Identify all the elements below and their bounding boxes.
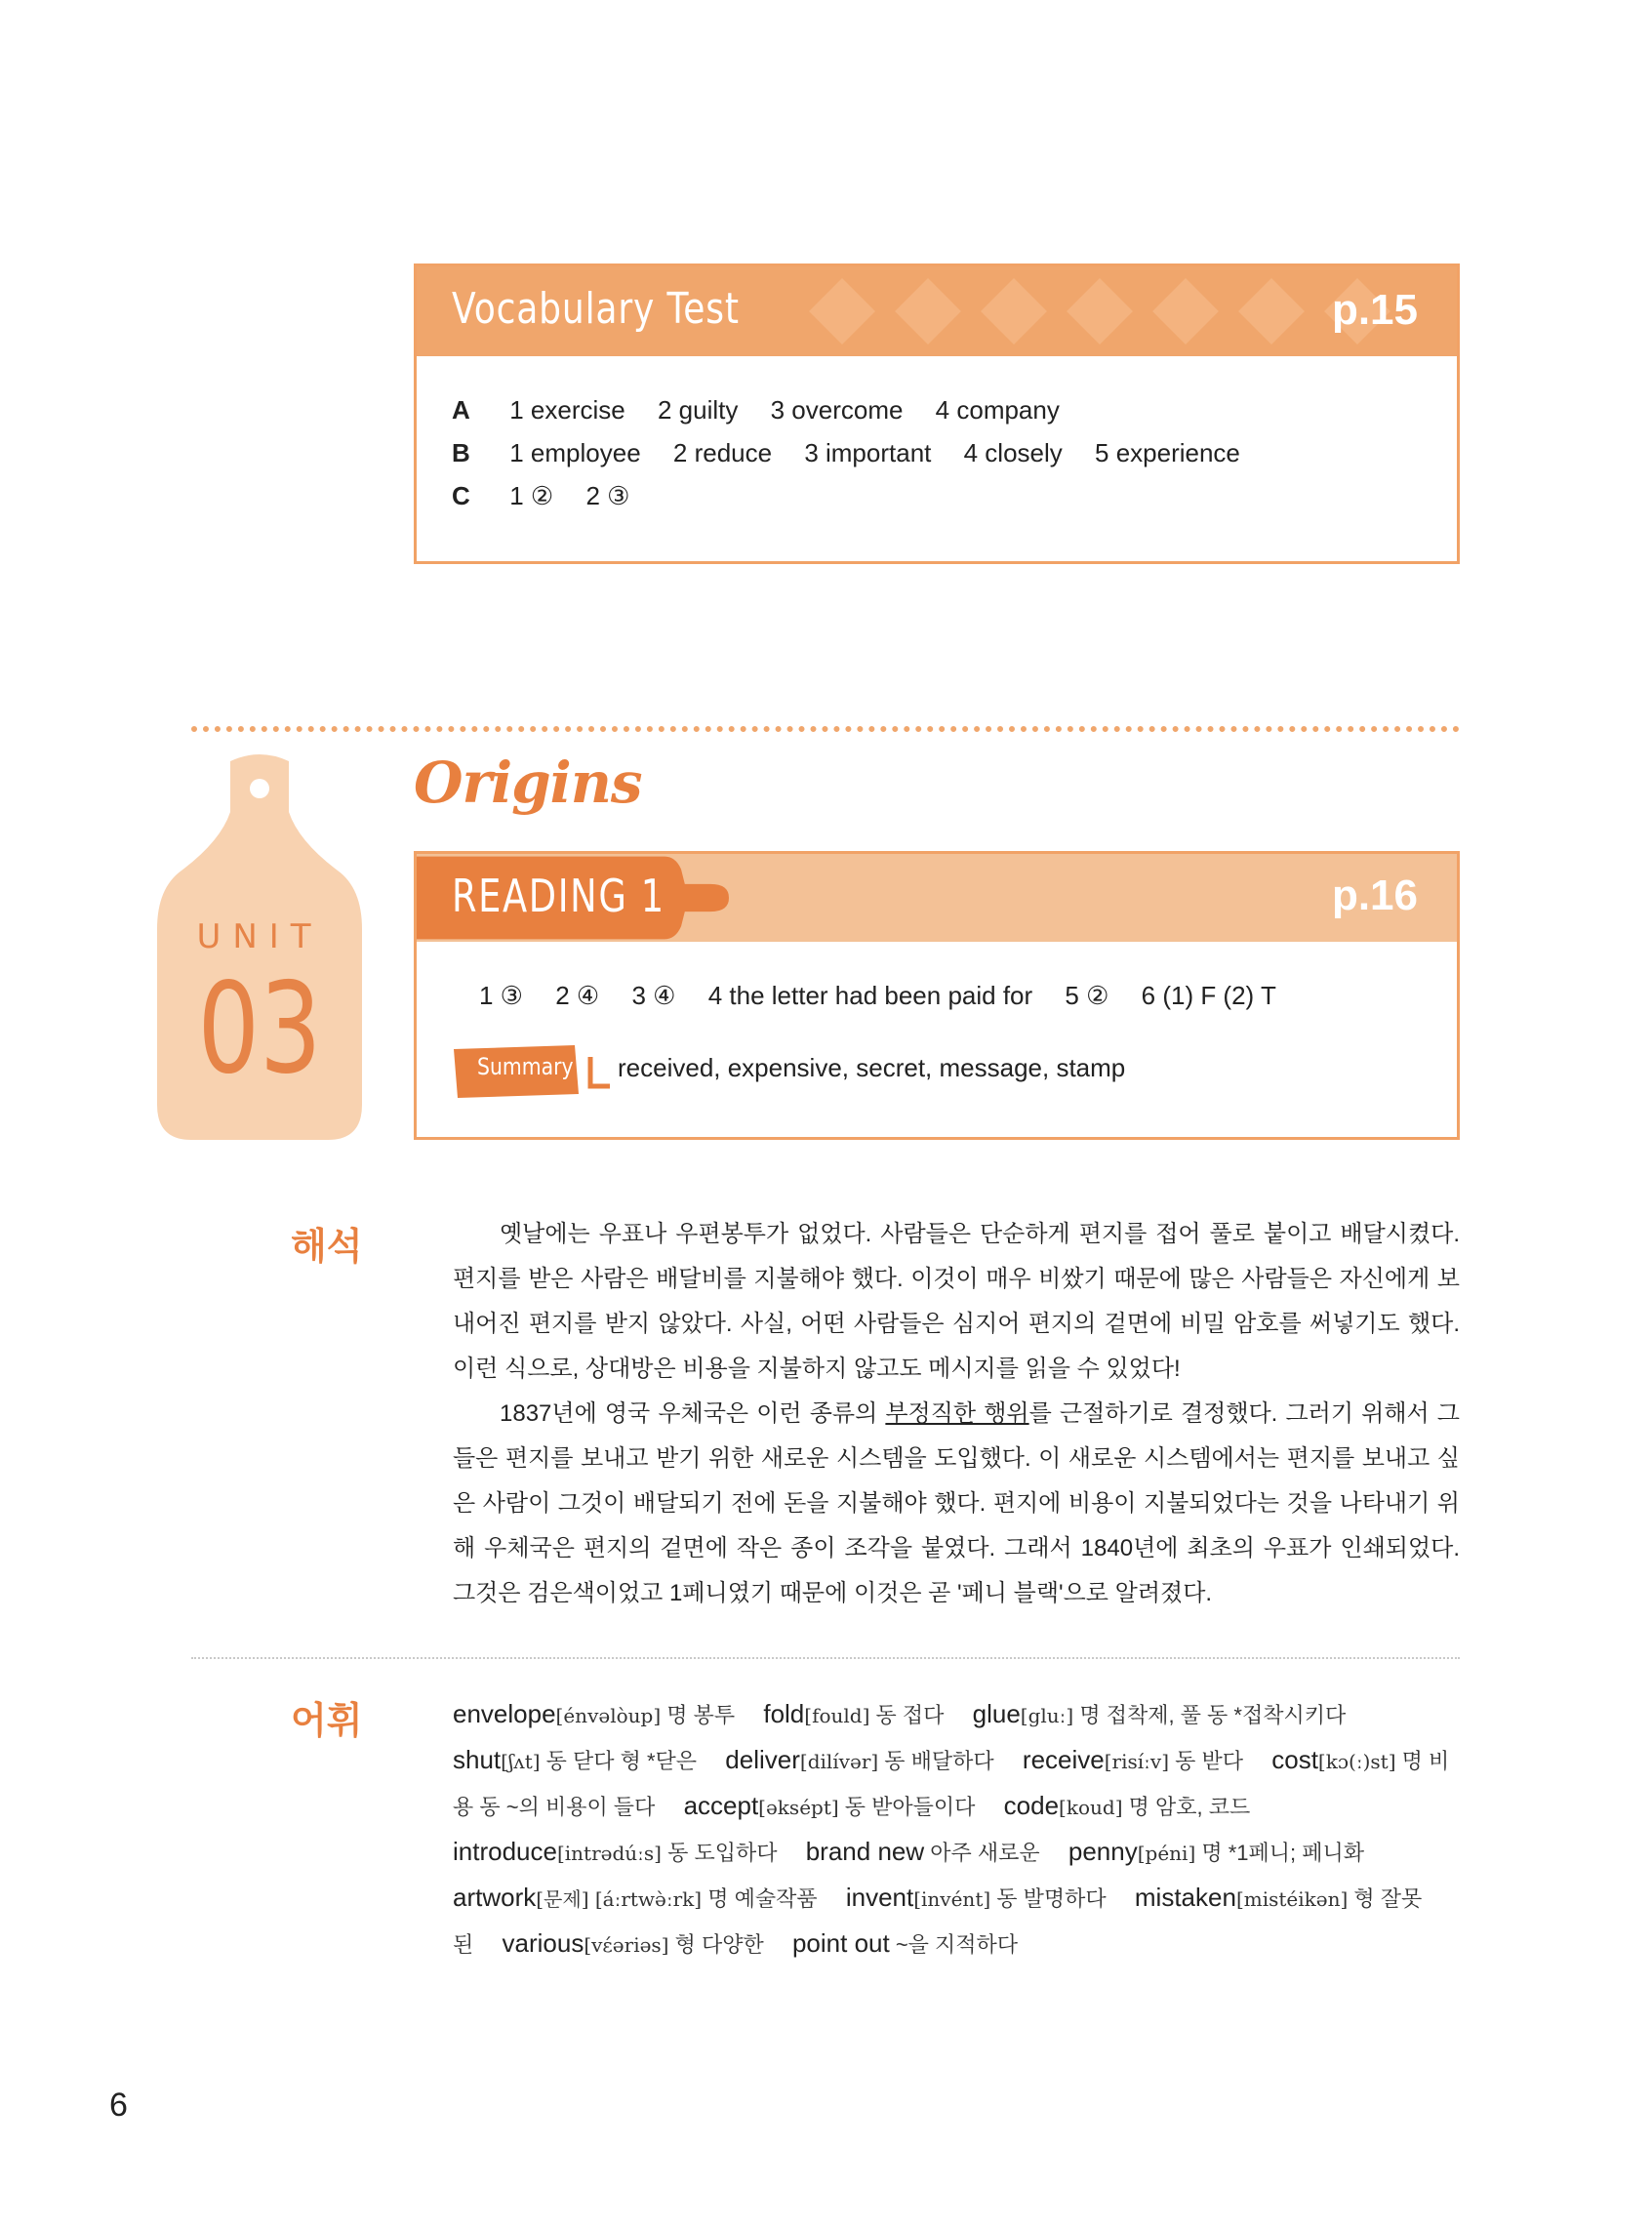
vocab-word: artwork bbox=[453, 1883, 537, 1912]
vocab-entry bbox=[1023, 1745, 1265, 1774]
vocab-word: accept bbox=[683, 1791, 759, 1820]
vocab-phonetic: [gluː] bbox=[1020, 1704, 1074, 1727]
vocab-meaning: 동 받아들이다 bbox=[838, 1795, 976, 1819]
vocab-meaning: 동 닫다 형 *닫은 bbox=[540, 1749, 698, 1773]
vocab-word: various bbox=[502, 1928, 584, 1958]
answer-item: 3 important bbox=[804, 438, 932, 467]
text-span: 1837년에 영국 우체국은 이런 종류의 bbox=[500, 1400, 886, 1427]
vocab-phonetic: [dilívər] bbox=[799, 1750, 879, 1773]
vocab-entry bbox=[1004, 1791, 1272, 1820]
vocabulary-list bbox=[453, 1692, 1460, 1967]
vocab-entry bbox=[1068, 1837, 1386, 1866]
vocab-word: mistaken bbox=[1134, 1883, 1236, 1912]
vocab-phonetic: [péni] bbox=[1137, 1842, 1196, 1865]
vocab-phonetic: [ʃʌt] bbox=[501, 1750, 541, 1773]
reading-header bbox=[417, 854, 1457, 942]
vocab-test-box bbox=[414, 263, 1460, 564]
vocab-entry bbox=[453, 1883, 839, 1912]
vocab-phonetic: [risíːv] bbox=[1104, 1750, 1170, 1773]
answer-item: 1 ③ bbox=[479, 981, 523, 1010]
answer-item: 2 ③ bbox=[585, 481, 630, 510]
vocab-meaning: 명 비용 동 ~의 비용이 들다 bbox=[453, 1749, 1450, 1819]
unit-number: 03 bbox=[197, 956, 322, 1102]
vocab-word: receive bbox=[1022, 1745, 1105, 1774]
vocab-word: deliver bbox=[725, 1745, 800, 1774]
vocab-meaning: 형 잘못된 bbox=[453, 1886, 1423, 1957]
answer-item: 2 guilty bbox=[657, 395, 739, 425]
answer-item: 3 ④ bbox=[631, 981, 676, 1010]
dotted-divider bbox=[191, 726, 1460, 732]
vocab-meaning: 명 접착제, 풀 동 *접착시키다 bbox=[1073, 1703, 1347, 1727]
summary-label: Summary bbox=[477, 1053, 574, 1080]
vocab-phonetic: [kɔ(ː)st] bbox=[1317, 1750, 1396, 1773]
vocab-row-a bbox=[452, 395, 1085, 426]
reading-page: p.16 bbox=[1331, 871, 1418, 919]
row-label: B bbox=[452, 438, 470, 467]
answer-item: 5 ② bbox=[1065, 981, 1109, 1010]
vocab-row-c bbox=[452, 481, 655, 511]
vocab-meaning: 명 암호, 코드 bbox=[1122, 1795, 1251, 1819]
vocab-word: introduce bbox=[453, 1837, 557, 1866]
vocab-meaning: 명 예술작품 bbox=[702, 1886, 818, 1911]
vocab-row-b bbox=[452, 438, 1266, 468]
vocab-entry bbox=[806, 1837, 1062, 1866]
row-label: A bbox=[452, 395, 470, 425]
reading-answers bbox=[479, 981, 1302, 1011]
translation-paragraph-2 bbox=[453, 1392, 1460, 1616]
answer-item: 4 company bbox=[935, 395, 1060, 425]
vocab-entry bbox=[453, 1699, 756, 1728]
underlined-phrase: 부정직한 행위 bbox=[885, 1400, 1029, 1427]
answer-item: 2 ④ bbox=[555, 981, 600, 1010]
vocab-meaning: ~을 지적하다 bbox=[889, 1932, 1019, 1957]
vocab-phonetic: [vέəriəs] bbox=[584, 1933, 669, 1957]
vocab-phonetic: [fould] bbox=[804, 1704, 870, 1727]
vocab-phonetic: [énvəlòup] bbox=[555, 1704, 662, 1727]
vocab-meaning: 명 *1페니; 페니화 bbox=[1195, 1841, 1365, 1865]
vocab-test-title: Vocabulary Test bbox=[452, 284, 740, 334]
vocab-word: glue bbox=[972, 1699, 1021, 1728]
vocab-word: envelope bbox=[453, 1699, 556, 1728]
diamond-decoration bbox=[1067, 278, 1133, 344]
vocab-entry bbox=[792, 1928, 1039, 1958]
diamond-decoration bbox=[895, 278, 961, 344]
vocab-meaning: 동 발명하다 bbox=[990, 1886, 1107, 1911]
answer-item: 2 reduce bbox=[672, 438, 773, 467]
diamond-decoration bbox=[1152, 278, 1219, 344]
vocab-test-header bbox=[417, 266, 1457, 356]
vocab-phonetic: [mistéikən] bbox=[1235, 1887, 1349, 1911]
vocab-word: cost bbox=[1271, 1745, 1318, 1774]
reading-box bbox=[414, 851, 1460, 1140]
text-span: 를 근절하기로 결정했다. 그러기 위해서 그들은 편지를 보내고 받기 위한 새로운 시스템을 도입했다. 이 새로운 시스템에서는 편지를 보내고 싶은 사람이 그것이 배달되기 전에 돈을 지불해야 했다. 편지에 비용이 지불되었다는 것을 나타내기 위해 우체국은 편지의 겉면에 작은 종이 조각을 붙였다. 그래서 1840년에 최초의 우표가 인쇄되었다. 그것은 검은색이었고 1페니였기 때문에 이것은 곧 '페니 블랙'으로 알려졌다. bbox=[453, 1400, 1460, 1606]
vocab-meaning: 형 다양한 bbox=[668, 1932, 764, 1957]
answer-item: 1 employee bbox=[509, 438, 641, 467]
vocab-entry bbox=[453, 1745, 718, 1774]
translation-paragraph-1: 옛날에는 우표나 우편봉투가 없었다. 사람들은 단순하게 편지를 접어 풀로 붙이고 배달시켰다. 편지를 받은 사람은 배달비를 지불해야 했다. 이것이 매우 비쌌기 때문에 많은 사람들은 자신에게 보내어진 편지를 받지 않았다. 사실, 어떤 사람들은 심지어 편지의 겉면에 비밀 암호를 써넣기도 했다. 이런 식으로, 상대방은 비용을 지불하지 않고도 메시지를 읽을 수 있었다! bbox=[453, 1221, 1460, 1382]
vocab-word: penny bbox=[1068, 1837, 1138, 1866]
diamond-decoration bbox=[981, 278, 1047, 344]
vocab-entry bbox=[453, 1837, 798, 1866]
vocab-meaning: 동 도입하다 bbox=[661, 1841, 778, 1865]
vocab-phonetic: [əksépt] bbox=[758, 1796, 839, 1819]
summary-text: received, expensive, secret, message, stamp bbox=[618, 1053, 1126, 1082]
vocab-entry bbox=[973, 1699, 1368, 1728]
vocab-entry bbox=[725, 1745, 1015, 1774]
diamond-decoration bbox=[1238, 278, 1305, 344]
section-divider bbox=[191, 1657, 1460, 1659]
topic-title: Origins bbox=[414, 750, 642, 816]
page-number: 6 bbox=[109, 2087, 128, 2124]
answer-item: 4 the letter had been paid for bbox=[707, 981, 1033, 1010]
answer-item: 1 ② bbox=[509, 481, 554, 510]
vocab-word: shut bbox=[453, 1745, 502, 1774]
vocab-meaning: 동 받다 bbox=[1169, 1749, 1243, 1773]
answer-item: 4 closely bbox=[963, 438, 1063, 467]
vocab-test-page: p.15 bbox=[1331, 286, 1418, 334]
diamond-decoration bbox=[809, 278, 875, 344]
vocab-entry bbox=[846, 1883, 1128, 1912]
vocab-word: point out bbox=[791, 1928, 890, 1958]
vocab-entry bbox=[503, 1928, 786, 1958]
row-label: C bbox=[452, 481, 470, 510]
vocab-entry bbox=[763, 1699, 965, 1728]
vocab-word: brand new bbox=[805, 1837, 925, 1866]
vocab-meaning: 아주 새로운 bbox=[924, 1841, 1040, 1865]
vocab-word: code bbox=[1003, 1791, 1060, 1820]
vocab-word: fold bbox=[763, 1699, 805, 1728]
vocab-phonetic: [intrədúːs] bbox=[556, 1842, 662, 1865]
vocab-meaning: 동 배달하다 bbox=[878, 1749, 994, 1773]
unit-label: UNIT bbox=[196, 917, 323, 956]
answer-item: 5 experience bbox=[1095, 438, 1240, 467]
vocabulary-label: 어휘 bbox=[291, 1701, 363, 1742]
translation-text bbox=[453, 1212, 1460, 1616]
vocab-phonetic: [invént] bbox=[913, 1887, 991, 1911]
vocab-meaning: 명 봉투 bbox=[661, 1703, 736, 1727]
answer-item: 1 exercise bbox=[509, 395, 625, 425]
vocab-phonetic: [koud] bbox=[1059, 1796, 1123, 1819]
reading-title: READING 1 bbox=[452, 870, 665, 922]
vocab-meaning: 동 접다 bbox=[869, 1703, 945, 1727]
vocab-entry bbox=[684, 1791, 997, 1820]
vocab-word: invent bbox=[845, 1883, 914, 1912]
vocab-phonetic: [문제] [áːrtwə̀ːrk] bbox=[536, 1887, 703, 1911]
translation-label: 해석 bbox=[291, 1227, 363, 1268]
answer-item: 3 overcome bbox=[770, 395, 904, 425]
answer-item: 6 (1) F (2) T bbox=[1141, 981, 1276, 1010]
